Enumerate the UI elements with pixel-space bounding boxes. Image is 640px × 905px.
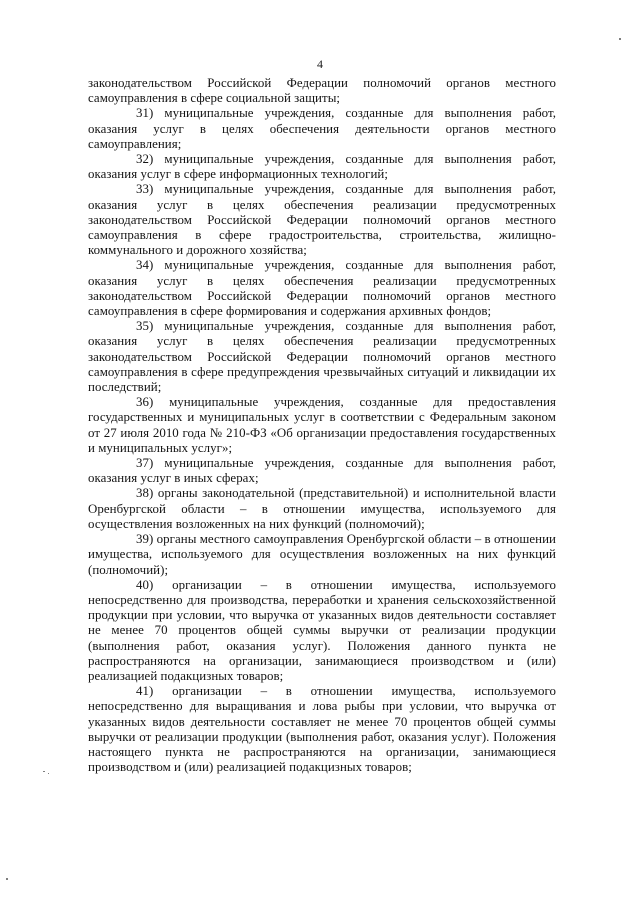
list-item-37: 37) муниципальные учреждения, созданные для выполнения работ, оказания услуг в иных сферах; [88,456,556,486]
scan-speck [43,771,45,772]
list-item-41: 41) организации – в отношении имущества, используемого непосредственно для выращивания и лова рыбы при условии, что выручка от указанных видов деятельности составляет не менее 70 процентов общей суммы выручки от реализации продукции (выполнения работ, оказания услуг). Положения настоящего пункта не распространяются на организации, занимающиеся производством и (или) реализацией подакцизных товаров; [88,684,556,775]
list-item-31: 31) муниципальные учреждения, созданные для выполнения работ, оказания услуг в целях обеспечения деятельности органов местного самоуправления; [88,106,556,151]
list-item-38: 38) органы законодательной (представительной) и исполнительной власти Оренбургской области – в отношении имущества, используемого для осуществления возложенных на них функций (полномочий); [88,486,556,531]
list-item-35: 35) муниципальные учреждения, созданные для выполнения работ, оказания услуг в целях обеспечения реализации предусмотренных законодательством Российской Федерации полномочий органов местного самоуправления в сфере предупреждения чрезвычайных ситуаций и ликвидации их последствий; [88,319,556,395]
list-item-33: 33) муниципальные учреждения, созданные для выполнения работ, оказания услуг в целях обеспечения реализации предусмотренных законодательством Российской Федерации полномочий органов местного самоуправления в сфере градостроительства, строительства, жилищно-коммунального и дорожного хозяйства; [88,182,556,258]
page-number: 4 [317,57,323,71]
list-item-34: 34) муниципальные учреждения, созданные для выполнения работ, оказания услуг в целях обеспечения реализации предусмотренных законодательством Российской Федерации полномочий органов местного самоуправления в сфере формирования и содержания архивных фондов; [88,258,556,319]
scan-speck [619,38,621,40]
list-item-36: 36) муниципальные учреждения, созданные для предоставления государственных и муниципальных услуг в соответствии с Федеральным законом от 27 июля 2010 года № 210-ФЗ «Об организации предоставления государственных и муниципальных услуг»; [88,395,556,455]
list-item-32: 32) муниципальные учреждения, созданные для выполнения работ, оказания услуг в сфере информационных технологий; [88,152,556,182]
scan-speck [6,878,8,880]
list-item-39: 39) органы местного самоуправления Оренбургской области – в отношении имущества, используемого для осуществления возложенных на них функций (полномочий); [88,532,556,577]
scan-speck [48,773,49,774]
list-item-40: 40) организации – в отношении имущества, используемого непосредственно для производства, переработки и хранения сельскохозяйственной продукции при условии, что выручка от указанных видов деятельности составляет не менее 70 процентов общей суммы выручки от реализации продукции (выполнения работ, оказания услуг). Положения данного пункта не распространяются на организации, занимающиеся производством и (или) реализацией подакцизных товаров; [88,577,556,683]
paragraph-continuation: законодательством Российской Федерации полномочий органов местного самоуправления в сфере социальной защиты; [88,76,556,106]
document-body [88,76,556,775]
